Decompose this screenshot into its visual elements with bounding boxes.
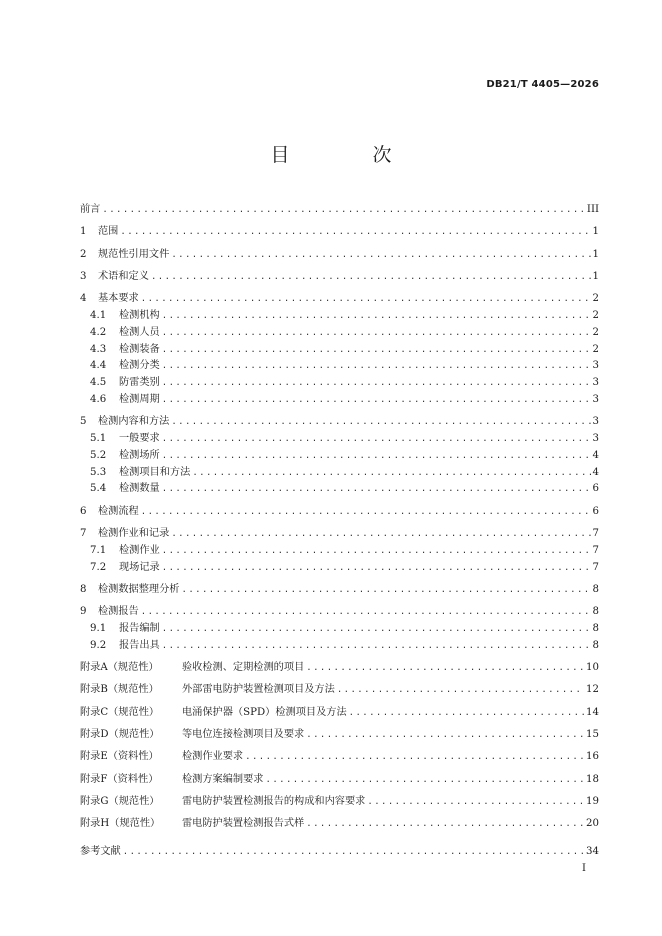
- toc-entry-page: 2: [592, 343, 599, 355]
- toc-entry-page: 10: [586, 662, 599, 674]
- toc-entry-page: 4: [592, 466, 599, 478]
- toc-entry-page: 7: [592, 561, 599, 573]
- dot-leader: [192, 468, 590, 478]
- toc-entry-title: 雷电防护装置检测报告的构成和内容要求: [182, 795, 366, 807]
- toc-entry[interactable]: [80, 703, 599, 725]
- toc-entry-title: 外部雷电防护装置检测项目及方法: [182, 684, 335, 696]
- dot-leader: [162, 641, 591, 651]
- dot-leader: [141, 507, 591, 517]
- toc-entry[interactable]: [80, 245, 599, 262]
- toc-entry[interactable]: [80, 747, 599, 769]
- toc-entry[interactable]: [80, 541, 599, 558]
- toc-entry-number: 4.2: [90, 326, 107, 338]
- toc-entry[interactable]: [80, 323, 599, 340]
- dot-leader: [171, 250, 590, 260]
- toc-entry-title: 规范性引用文件: [98, 248, 170, 260]
- toc-entry-title: 等电位连接检测项目及要求: [182, 729, 305, 741]
- toc-entry-annex-label: 附录B（规范性）: [80, 684, 159, 696]
- toc-entry-page: 2: [592, 326, 599, 338]
- toc-entry-title: 检测方案编制要求: [182, 773, 264, 785]
- toc-entry-page: 2: [592, 309, 599, 321]
- toc-entry-title: 检测数量: [119, 483, 160, 495]
- toc-entry-title: 检测人员: [119, 326, 160, 338]
- toc-entry[interactable]: [80, 792, 599, 814]
- toc-entry-page: III: [586, 204, 599, 215]
- toc-entry-page: 18: [586, 773, 599, 785]
- toc-entry-number: 4.1: [90, 309, 107, 321]
- toc-entry[interactable]: [80, 289, 599, 306]
- toc-entry-page: 20: [586, 818, 599, 830]
- toc-entry[interactable]: [80, 356, 599, 373]
- dot-leader: [162, 311, 591, 321]
- toc-entry-page: 4: [592, 449, 599, 461]
- toc-entry-number: 8: [80, 583, 87, 595]
- toc-entry[interactable]: [80, 814, 599, 836]
- toc-entry-title: 检测机构: [119, 309, 160, 321]
- toc-entry-number: 7: [80, 528, 87, 540]
- toc-entry-annex-label: 附录C（规范性）: [80, 706, 160, 718]
- toc-entry-annex-label: 附录F（资料性）: [80, 773, 159, 785]
- dot-leader: [162, 546, 591, 556]
- toc-entry[interactable]: [80, 267, 599, 284]
- dot-leader: [141, 294, 591, 304]
- toc-entry-title: 检测作业要求: [182, 751, 244, 763]
- dot-leader: [349, 708, 584, 718]
- toc-entry-page: 7: [592, 528, 599, 540]
- toc-entry[interactable]: [80, 524, 599, 541]
- dot-leader: [120, 227, 590, 237]
- dot-leader: [162, 434, 591, 444]
- toc-entry-page: 2: [592, 293, 599, 305]
- toc-entry-page: 7: [592, 544, 599, 556]
- toc-entry[interactable]: [80, 390, 599, 407]
- toc-entry-number: 4.6: [90, 393, 107, 405]
- toc-entry-number: 2: [80, 248, 87, 260]
- toc-entry-number: 4.5: [90, 377, 107, 389]
- toc-entry-number: 4.4: [90, 360, 107, 372]
- toc-entry[interactable]: [80, 306, 599, 323]
- toc-entry-number: 5.4: [90, 483, 107, 495]
- dot-leader: [151, 272, 591, 282]
- toc-entry-number: 7.2: [90, 561, 107, 573]
- dot-leader: [306, 663, 584, 673]
- toc-entry-title: 前言: [80, 204, 101, 215]
- toc-entry-page: 14: [586, 706, 599, 718]
- toc-entry-title: 防雷类别: [119, 377, 160, 389]
- toc-entry-number: 5.1: [90, 433, 107, 445]
- toc-entry-title: 基本要求: [98, 293, 139, 305]
- toc-entry-title: 检测装备: [119, 343, 160, 355]
- toc-entry-page: 34: [586, 846, 599, 857]
- toc-entry-page: 8: [592, 606, 599, 618]
- toc-entry-annex-label: 附录D（规范性）: [80, 729, 160, 741]
- toc-entry[interactable]: [80, 658, 599, 680]
- toc-entry-title: 检测数据整理分析: [98, 583, 180, 595]
- toc-entry-title: 雷电防护装置检测报告式样: [182, 818, 305, 830]
- dot-leader: [123, 847, 584, 857]
- toc-entry-page: 1: [592, 270, 599, 282]
- toc-entry-title: 参考文献: [80, 846, 121, 857]
- toc-entry-page: 8: [592, 583, 599, 595]
- dot-leader: [171, 529, 590, 539]
- toc-entry-page: 3: [592, 416, 599, 428]
- dot-leader: [141, 607, 591, 617]
- toc-entry-number: 6: [80, 505, 87, 517]
- toc-entry-title: 检测分类: [119, 360, 160, 372]
- toc-entry[interactable]: [80, 446, 599, 463]
- toc-entry-number: 9.2: [90, 639, 107, 651]
- toc-entry-page: 6: [592, 505, 599, 517]
- toc-entry[interactable]: [80, 636, 599, 653]
- table-of-contents: [80, 200, 599, 859]
- toc-entry[interactable]: [80, 770, 599, 792]
- toc-entry-number: 5: [80, 416, 87, 428]
- footer-page-number: I: [582, 863, 586, 874]
- toc-entry[interactable]: [80, 619, 599, 636]
- toc-entry-page: 3: [592, 360, 599, 372]
- toc-entry-title: 检测周期: [119, 393, 160, 405]
- toc-entry-number: 9: [80, 606, 87, 618]
- toc-entry-title: 电涌保护器（SPD）检测项目及方法: [182, 706, 347, 718]
- toc-entry[interactable]: [80, 680, 599, 702]
- toc-entry-title: 一般要求: [119, 433, 160, 445]
- toc-entry-title: 术语和定义: [98, 270, 149, 282]
- toc-entry-page: 1: [592, 226, 599, 238]
- dot-leader: [266, 775, 585, 785]
- toc-entry[interactable]: [80, 412, 599, 429]
- toc-entry-page: 8: [592, 623, 599, 635]
- toc-entry-annex-label: 附录H（规范性）: [80, 818, 161, 830]
- toc-entry-page: 1: [592, 248, 599, 260]
- toc-entry-page: 16: [586, 751, 599, 763]
- toc-entry[interactable]: [80, 340, 599, 357]
- toc-entry-number: 5.3: [90, 466, 107, 478]
- toc-entry-page: 19: [586, 795, 599, 807]
- dot-leader: [162, 378, 591, 388]
- toc-entry-title: 报告编制: [119, 623, 160, 635]
- toc-entry-annex-label: 附录E（资料性）: [80, 751, 159, 763]
- toc-entry-number: 7.1: [90, 544, 107, 556]
- toc-entry-page: 3: [592, 433, 599, 445]
- dot-leader: [162, 328, 591, 338]
- dot-leader: [162, 345, 591, 355]
- dot-leader: [162, 361, 591, 371]
- toc-entry[interactable]: [80, 580, 599, 597]
- toc-entry[interactable]: [80, 463, 599, 480]
- toc-entry-title: 检测作业: [119, 544, 160, 556]
- toc-entry-page: 15: [586, 729, 599, 741]
- document-code: DB21/T 4405—2026: [486, 79, 599, 90]
- toc-entry-title: 检测报告: [98, 606, 139, 618]
- toc-entry-annex-label: 附录A（规范性）: [80, 662, 159, 674]
- dot-leader: [102, 205, 585, 215]
- toc-entry-number: 9.1: [90, 623, 107, 635]
- toc-entry-title: 检测内容和方法: [98, 416, 170, 428]
- toc-entry-annex-label: 附录G（规范性）: [80, 795, 160, 807]
- toc-entry-title: 现场记录: [119, 561, 160, 573]
- toc-entry-title: 检测场所: [119, 449, 160, 461]
- dot-leader: [306, 819, 584, 829]
- dot-leader: [162, 451, 591, 461]
- toc-entry-title: 验收检测、定期检测的项目: [182, 662, 305, 674]
- dot-leader: [367, 797, 584, 807]
- toc-entry-page: 3: [592, 377, 599, 389]
- toc-entry-number: 4.3: [90, 343, 107, 355]
- toc-entry[interactable]: [80, 429, 599, 446]
- dot-leader: [162, 395, 591, 405]
- toc-entry[interactable]: [80, 842, 599, 859]
- toc-entry-number: 5.2: [90, 449, 107, 461]
- dot-leader: [245, 752, 584, 762]
- toc-entry-number: 4: [80, 293, 87, 305]
- toc-entry[interactable]: [80, 200, 599, 217]
- toc-entry-page: 12: [586, 684, 599, 696]
- dot-leader: [162, 484, 591, 494]
- dot-leader: [337, 685, 584, 695]
- dot-leader: [306, 730, 584, 740]
- toc-entry-title: 检测项目和方法: [119, 466, 191, 478]
- toc-entry-title: 范围: [98, 226, 119, 238]
- toc-entry-number: 3: [80, 270, 87, 282]
- toc-entry-title: 检测流程: [98, 505, 139, 517]
- toc-entry[interactable]: [80, 558, 599, 575]
- dot-leader: [162, 563, 591, 573]
- toc-entry-title: 报告出具: [119, 639, 160, 651]
- toc-entry[interactable]: [80, 725, 599, 747]
- toc-entry-number: 1: [80, 226, 87, 238]
- page-title: 目 次: [270, 144, 424, 166]
- dot-leader: [171, 417, 590, 427]
- toc-entry-page: 6: [592, 483, 599, 495]
- toc-entry-title: 检测作业和记录: [98, 528, 170, 540]
- toc-entry-page: 3: [592, 393, 599, 405]
- dot-leader: [162, 624, 591, 634]
- toc-entry[interactable]: [80, 373, 599, 390]
- toc-entry-page: 8: [592, 639, 599, 651]
- toc-entry[interactable]: [80, 602, 599, 619]
- dot-leader: [182, 585, 591, 595]
- toc-entry[interactable]: [80, 479, 599, 496]
- toc-entry[interactable]: [80, 502, 599, 519]
- toc-entry[interactable]: [80, 222, 599, 239]
